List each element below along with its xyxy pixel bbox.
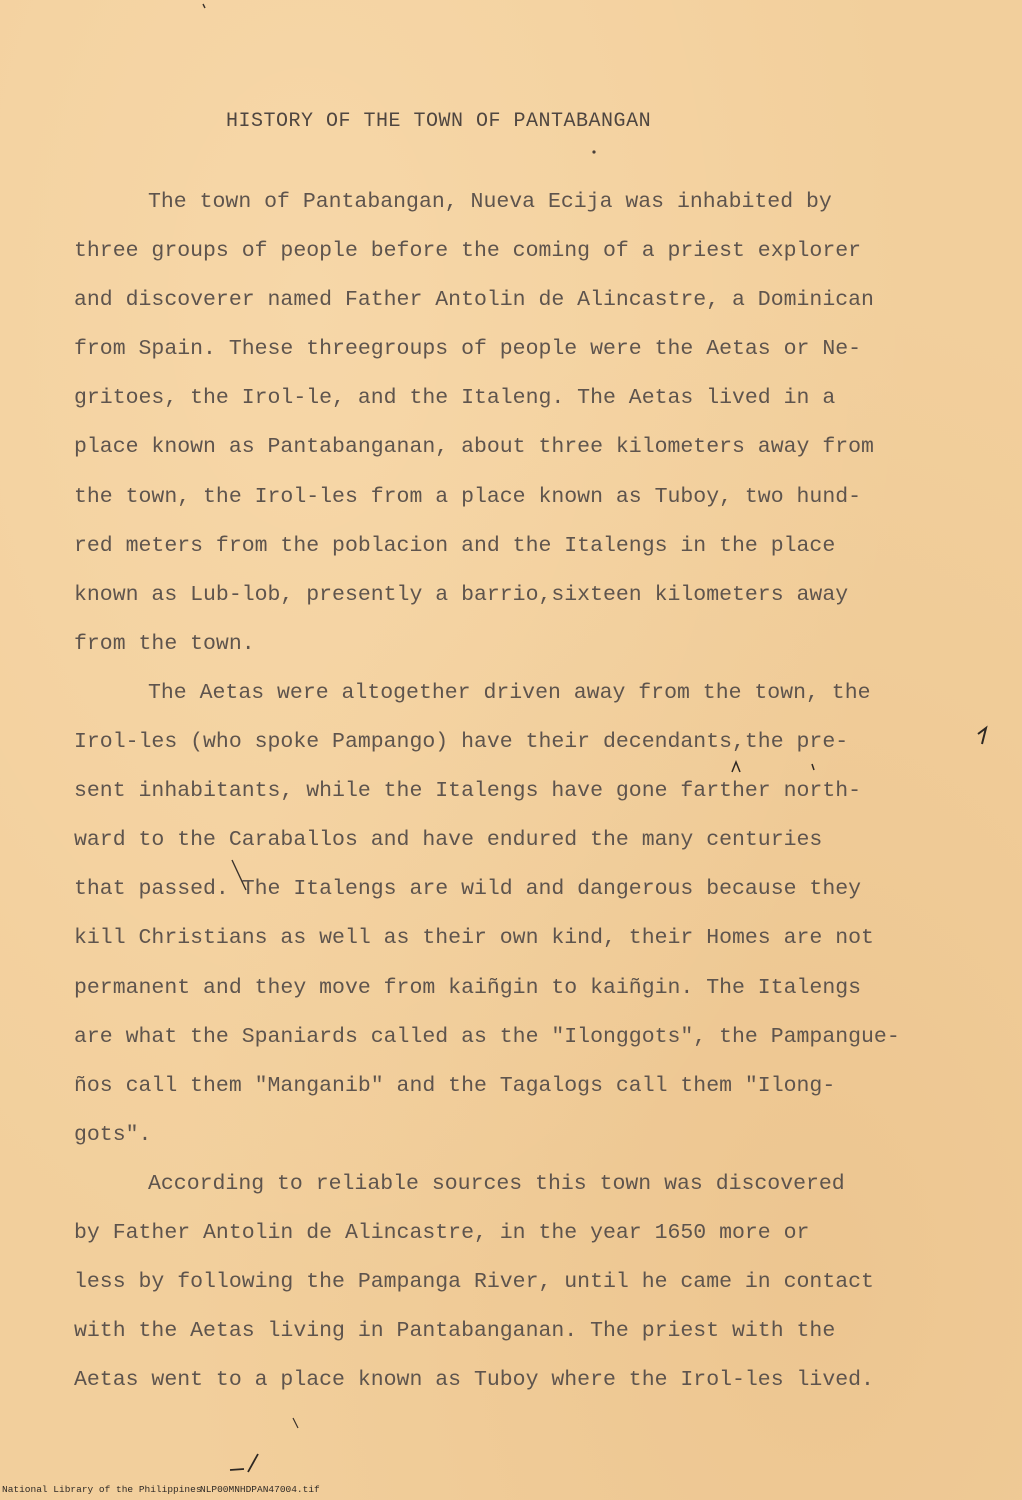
ink-stroke <box>203 4 205 8</box>
text-line: less by following the Pampanga River, until he came in contact <box>74 1270 874 1295</box>
text-line: Aetas went to a place known as Tuboy where the Irol-les lived. <box>74 1368 874 1393</box>
text-line: The town of Pantabangan, Nueva Ecija was inhabited by <box>148 190 832 214</box>
text-line: the town, the Irol-les from a place known as Tuboy, two hund- <box>74 484 862 509</box>
text-line: three groups of people before the coming of a priest explorer <box>74 239 862 264</box>
text-line: kill Christians as well as their own kind, their Homes are not <box>74 926 874 951</box>
text-line: red meters from the poblacion and the Italengs in the place <box>74 533 836 558</box>
text-line: gritoes, the Irol-le, and the Italeng. The Aetas lived in a <box>74 386 836 411</box>
text-line: place known as Pantabanganan, about three kilometers away from <box>74 435 874 460</box>
library-label: National Library of the Philippines <box>2 1484 202 1495</box>
document-body <box>74 178 994 1405</box>
text-line: known as Lub-lob, presently a barrio,sixteen kilometers away <box>74 582 849 607</box>
text-line: According to reliable sources this town was discovered <box>148 1171 845 1196</box>
text-line: permanent and they move from kaiñgin to kaiñgin. The Italengs <box>74 975 862 1000</box>
ink-dot <box>592 150 595 153</box>
text-line: Irol-les (who spoke Pampango) have their decendants,the pre- <box>74 730 849 755</box>
scan-footer <box>0 1484 1022 1498</box>
text-line: The Aetas were altogether driven away from the town, the <box>148 680 871 705</box>
text-line: by Father Antolin de Alincastre, in the year 1650 more or <box>74 1220 810 1245</box>
file-name-label: NLP00MNHDPAN47004.tif <box>200 1484 320 1495</box>
text-line: and discoverer named Father Antolin de Alincastre, a Dominican <box>74 288 874 313</box>
text-line: that passed. The Italengs are wild and dangerous because they <box>74 877 862 902</box>
text-line: from the town. <box>74 631 255 656</box>
ink-mark <box>230 1454 258 1472</box>
page-title: HISTORY OF THE TOWN OF PANTABANGAN <box>226 110 652 133</box>
text-line: gots". <box>74 1122 152 1147</box>
text-line: with the Aetas living in Pantabanganan. The priest with the <box>74 1319 836 1344</box>
text-line: ward to the Caraballos and have endured the many centuries <box>74 828 823 853</box>
ink-stroke <box>293 1418 298 1428</box>
text-line: sent inhabitants, while the Italengs have gone farther north- <box>74 779 862 804</box>
text-line: are what the Spaniards called as the "Ilonggots", the Pampangue- <box>74 1024 900 1049</box>
text-line: from Spain. These threegroups of people were the Aetas or Ne- <box>74 337 862 362</box>
text-line: ños call them "Manganib" and the Tagalogs call them "Ilong- <box>74 1073 836 1098</box>
